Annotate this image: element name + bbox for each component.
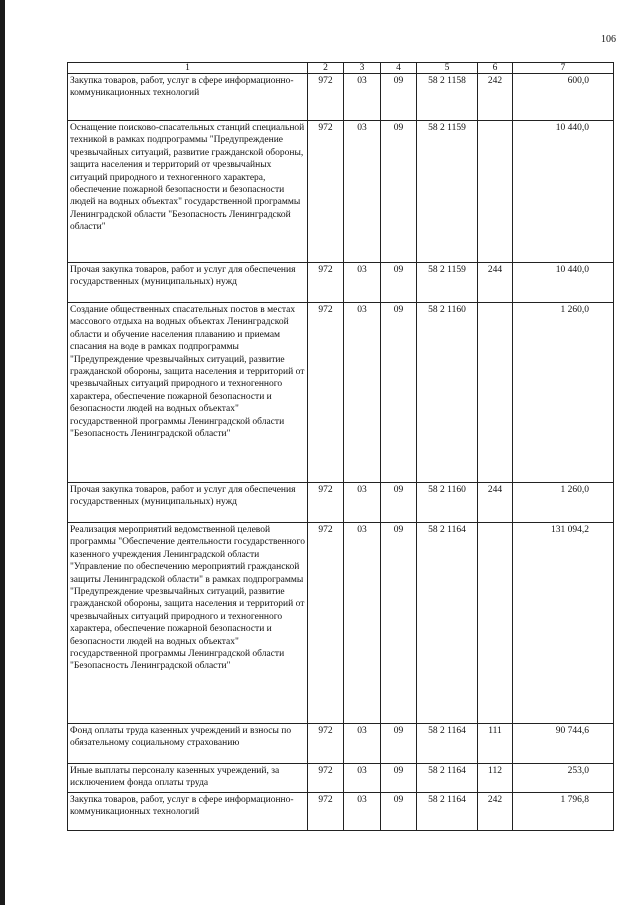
table-row	[68, 523, 614, 724]
table-row	[68, 121, 614, 263]
row-amount: 600,0	[513, 74, 614, 121]
row-target: 58 2 1160	[417, 303, 478, 483]
row-expense-type: 111	[478, 724, 513, 764]
row-amount: 10 440,0	[513, 121, 614, 263]
row-section: 03	[344, 724, 381, 764]
table-row	[68, 764, 614, 793]
row-amount: 10 440,0	[513, 263, 614, 303]
row-subsection: 09	[381, 483, 417, 523]
row-name: Оснащение поисково-спасательных станций специальной техникой в рамках подпрограммы "Предупреждение чрезвычайных ситуаций, развитие гражданской обороны, защита населения и территорий от чрезвычайных ситуаций природного и техногенного характера, обеспечение пожарной безопасности и безопасности людей на водных объектах" государственной программы Ленинградской области "Безопасность Ленинградской области"	[68, 121, 308, 263]
row-section: 03	[344, 523, 381, 724]
row-target: 58 2 1160	[417, 483, 478, 523]
row-subsection: 09	[381, 263, 417, 303]
table-row	[68, 263, 614, 303]
table-row	[68, 483, 614, 523]
row-name: Закупка товаров, работ, услуг в сфере информационно-коммуникационных технологий	[68, 793, 308, 831]
row-target: 58 2 1164	[417, 523, 478, 724]
row-target: 58 2 1164	[417, 793, 478, 831]
row-ministry: 972	[308, 793, 344, 831]
header-cell: 4	[381, 63, 417, 74]
row-expense-type	[478, 121, 513, 263]
row-expense-type: 242	[478, 74, 513, 121]
header-row	[68, 63, 614, 74]
row-ministry: 972	[308, 121, 344, 263]
row-expense-type: 242	[478, 793, 513, 831]
row-name: Иные выплаты персоналу казенных учреждений, за исключением фонда оплаты труда	[68, 764, 308, 793]
table-row	[68, 793, 614, 831]
row-name: Создание общественных спасательных постов в местах массового отдыха на водных объектах Ленинградской области и обучение населения плаванию и приемам спасания на воде в рамках подпрограммы "Предупреждение чрезвычайных ситуаций, развитие гражданской обороны, защита населения и территорий от чрезвычайных ситуаций природного и техногенного характера, обеспечение пожарной безопасности и безопасности людей на водных объектах" государственной программы Ленинградской области "Безопасность Ленинградской области"	[68, 303, 308, 483]
row-expense-type: 244	[478, 483, 513, 523]
row-amount: 1 796,8	[513, 793, 614, 831]
row-amount: 90 744,6	[513, 724, 614, 764]
row-ministry: 972	[308, 263, 344, 303]
row-subsection: 09	[381, 724, 417, 764]
header-cell: 7	[513, 63, 614, 74]
row-expense-type	[478, 523, 513, 724]
row-target: 58 2 1159	[417, 263, 478, 303]
row-expense-type	[478, 303, 513, 483]
row-section: 03	[344, 764, 381, 793]
row-amount: 1 260,0	[513, 303, 614, 483]
row-subsection: 09	[381, 523, 417, 724]
row-target: 58 2 1164	[417, 724, 478, 764]
row-section: 03	[344, 793, 381, 831]
row-section: 03	[344, 121, 381, 263]
row-expense-type: 244	[478, 263, 513, 303]
row-ministry: 972	[308, 523, 344, 724]
row-subsection: 09	[381, 121, 417, 263]
row-name: Прочая закупка товаров, работ и услуг для обеспечения государственных (муниципальных) нужд	[68, 483, 308, 523]
row-section: 03	[344, 483, 381, 523]
row-amount: 1 260,0	[513, 483, 614, 523]
header-cell: 2	[308, 63, 344, 74]
row-ministry: 972	[308, 764, 344, 793]
table-row	[68, 303, 614, 483]
header-cell: 3	[344, 63, 381, 74]
scan-edge	[0, 0, 5, 905]
row-name: Закупка товаров, работ, услуг в сфере информационно-коммуникационных технологий	[68, 74, 308, 121]
row-ministry: 972	[308, 74, 344, 121]
row-amount: 253,0	[513, 764, 614, 793]
header-cell: 6	[478, 63, 513, 74]
row-target: 58 2 1164	[417, 764, 478, 793]
header-cell: 1	[68, 63, 308, 74]
header-cell: 5	[417, 63, 478, 74]
row-subsection: 09	[381, 303, 417, 483]
row-ministry: 972	[308, 483, 344, 523]
row-ministry: 972	[308, 303, 344, 483]
table-row	[68, 74, 614, 121]
page-number: 106	[601, 34, 616, 45]
row-name: Реализация мероприятий ведомственной целевой программы "Обеспечение деятельности государственного казенного учреждения Ленинградской области "Управление по обеспечению мероприятий гражданской защиты Ленинградской области" в рамках подпрограммы "Предупреждение чрезвычайных ситуаций, развитие гражданской обороны, защита населения и территорий от чрезвычайных ситуаций природного и техногенного характера, обеспечение пожарной безопасности и безопасности людей на водных объектах" государственной программы Ленинградской области "Безопасность Ленинградской области"	[68, 523, 308, 724]
row-subsection: 09	[381, 793, 417, 831]
table-row	[68, 724, 614, 764]
row-subsection: 09	[381, 74, 417, 121]
row-section: 03	[344, 74, 381, 121]
budget-table	[67, 62, 614, 831]
row-expense-type: 112	[478, 764, 513, 793]
row-name: Прочая закупка товаров, работ и услуг для обеспечения государственных (муниципальных) нужд	[68, 263, 308, 303]
row-section: 03	[344, 303, 381, 483]
row-subsection: 09	[381, 764, 417, 793]
row-section: 03	[344, 263, 381, 303]
row-amount: 131 094,2	[513, 523, 614, 724]
row-name: Фонд оплаты труда казенных учреждений и взносы по обязательному социальному страхованию	[68, 724, 308, 764]
row-target: 58 2 1159	[417, 121, 478, 263]
row-ministry: 972	[308, 724, 344, 764]
row-target: 58 2 1158	[417, 74, 478, 121]
